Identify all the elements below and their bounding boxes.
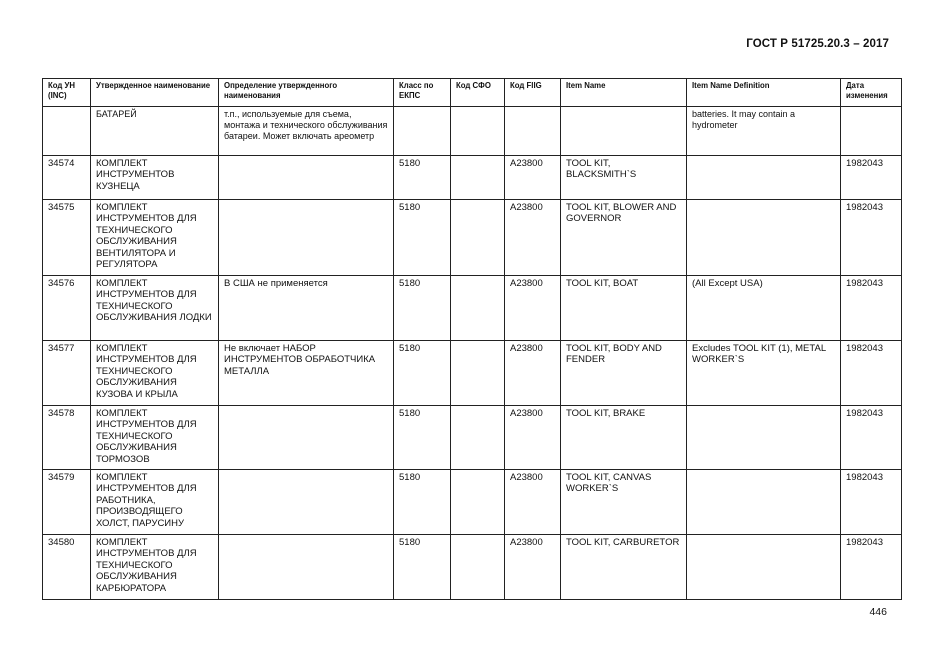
cell-item-definition — [687, 200, 841, 276]
cell-definition — [219, 535, 394, 600]
cell-approved-name: КОМПЛЕКТ ИНСТРУМЕНТОВ ДЛЯ ТЕХНИЧЕСКОГО ОБСЛУЖИВАНИЯ ТОРМОЗОВ — [91, 406, 219, 470]
cell-approved-name: КОМПЛЕКТ ИНСТРУМЕНТОВ ДЛЯ ТЕХНИЧЕСКОГО ОБСЛУЖИВАНИЯ КАРБЮРАТОРА — [91, 535, 219, 600]
cell-fiig: A23800 — [505, 470, 561, 535]
table-row — [43, 406, 902, 470]
cell-item-definition: (All Except USA) — [687, 276, 841, 341]
cell-definition — [219, 200, 394, 276]
cell-item-name: TOOL KIT, CANVAS WORKER`S — [561, 470, 687, 535]
cell-approved-name: КОМПЛЕКТ ИНСТРУМЕНТОВ ДЛЯ ТЕХНИЧЕСКОГО ОБСЛУЖИВАНИЯ ЛОДКИ — [91, 276, 219, 341]
cell-item-definition — [687, 470, 841, 535]
cell-fiig: A23800 — [505, 156, 561, 200]
cell-inc — [43, 107, 91, 156]
col-header-item-name: Item Name — [561, 79, 687, 107]
cell-approved-name: КОМПЛЕКТ ИНСТРУМЕНТОВ ДЛЯ ТЕХНИЧЕСКОГО ОБСЛУЖИВАНИЯ КУЗОВА И КРЫЛА — [91, 341, 219, 406]
cell-class — [394, 107, 451, 156]
col-header-class: Класс по ЕКПС — [394, 79, 451, 107]
cell-fiig: A23800 — [505, 406, 561, 470]
cell-fiig: A23800 — [505, 535, 561, 600]
cell-inc: 34574 — [43, 156, 91, 200]
col-header-approved-name: Утвержденное наименование — [91, 79, 219, 107]
cell-date: 1982043 — [841, 156, 902, 200]
cell-definition: Не включает НАБОР ИНСТРУМЕНТОВ ОБРАБОТЧИКА МЕТАЛЛА — [219, 341, 394, 406]
table-header-row — [43, 79, 902, 107]
cell-fiig: A23800 — [505, 341, 561, 406]
cell-definition — [219, 406, 394, 470]
cell-inc: 34580 — [43, 535, 91, 600]
table-row — [43, 156, 902, 200]
cell-date: 1982043 — [841, 276, 902, 341]
cell-date: 1982043 — [841, 341, 902, 406]
cell-item-name: TOOL KIT, CARBURETOR — [561, 535, 687, 600]
cell-inc: 34577 — [43, 341, 91, 406]
table-row — [43, 107, 902, 156]
cell-date: 1982043 — [841, 470, 902, 535]
cell-class: 5180 — [394, 406, 451, 470]
cell-class: 5180 — [394, 156, 451, 200]
col-header-definition: Определение утвержденного наименования — [219, 79, 394, 107]
table-row — [43, 276, 902, 341]
cell-approved-name: КОМПЛЕКТ ИНСТРУМЕНТОВ КУЗНЕЦА — [91, 156, 219, 200]
cell-date: 1982043 — [841, 200, 902, 276]
cell-class: 5180 — [394, 341, 451, 406]
cell-sfo — [451, 107, 505, 156]
cell-sfo — [451, 470, 505, 535]
cell-class: 5180 — [394, 200, 451, 276]
cell-definition: В США не применяется — [219, 276, 394, 341]
col-header-inc: Код УН (INC) — [43, 79, 91, 107]
cell-sfo — [451, 200, 505, 276]
cell-item-name: TOOL KIT, BOAT — [561, 276, 687, 341]
table-row — [43, 470, 902, 535]
cell-sfo — [451, 156, 505, 200]
col-header-item-definition: Item Name Definition — [687, 79, 841, 107]
document-code: ГОСТ Р 51725.20.3 – 2017 — [746, 38, 889, 50]
cell-item-name: TOOL KIT, BLACKSMITH`S — [561, 156, 687, 200]
col-header-sfo: Код СФО — [451, 79, 505, 107]
cell-inc: 34576 — [43, 276, 91, 341]
cell-class: 5180 — [394, 470, 451, 535]
col-header-date: Дата изменения — [841, 79, 902, 107]
cell-class: 5180 — [394, 535, 451, 600]
cell-class: 5180 — [394, 276, 451, 341]
cell-inc: 34579 — [43, 470, 91, 535]
cell-item-name — [561, 107, 687, 156]
cell-approved-name: БАТАРЕЙ — [91, 107, 219, 156]
cell-approved-name: КОМПЛЕКТ ИНСТРУМЕНТОВ ДЛЯ РАБОТНИКА, ПРОИЗВОДЯЩЕГО ХОЛСТ, ПАРУСИНУ — [91, 470, 219, 535]
table-row — [43, 535, 902, 600]
col-header-fiig: Код FIIG — [505, 79, 561, 107]
cell-sfo — [451, 276, 505, 341]
cell-item-name: TOOL KIT, BODY AND FENDER — [561, 341, 687, 406]
page-number: 446 — [869, 606, 887, 618]
cell-item-definition: batteries. It may contain a hydrometer — [687, 107, 841, 156]
cell-sfo — [451, 406, 505, 470]
catalog-table — [42, 78, 902, 600]
table-row — [43, 341, 902, 406]
cell-item-definition — [687, 156, 841, 200]
cell-approved-name: КОМПЛЕКТ ИНСТРУМЕНТОВ ДЛЯ ТЕХНИЧЕСКОГО ОБСЛУЖИВАНИЯ ВЕНТИЛЯТОРА И РЕГУЛЯТОРА — [91, 200, 219, 276]
cell-item-name: TOOL KIT, BLOWER AND GOVERNOR — [561, 200, 687, 276]
cell-sfo — [451, 341, 505, 406]
cell-definition — [219, 470, 394, 535]
cell-item-definition — [687, 406, 841, 470]
cell-item-definition: Excludes TOOL KIT (1), METAL WORKER`S — [687, 341, 841, 406]
cell-inc: 34578 — [43, 406, 91, 470]
cell-inc: 34575 — [43, 200, 91, 276]
cell-item-name: TOOL KIT, BRAKE — [561, 406, 687, 470]
cell-date: 1982043 — [841, 535, 902, 600]
cell-sfo — [451, 535, 505, 600]
cell-definition — [219, 156, 394, 200]
cell-date — [841, 107, 902, 156]
cell-fiig: A23800 — [505, 276, 561, 341]
cell-item-definition — [687, 535, 841, 600]
cell-fiig — [505, 107, 561, 156]
cell-date: 1982043 — [841, 406, 902, 470]
table-row — [43, 200, 902, 276]
cell-fiig: A23800 — [505, 200, 561, 276]
cell-definition: т.п., используемые для съема, монтажа и технического обслуживания батареи. Может включать ареометр — [219, 107, 394, 156]
